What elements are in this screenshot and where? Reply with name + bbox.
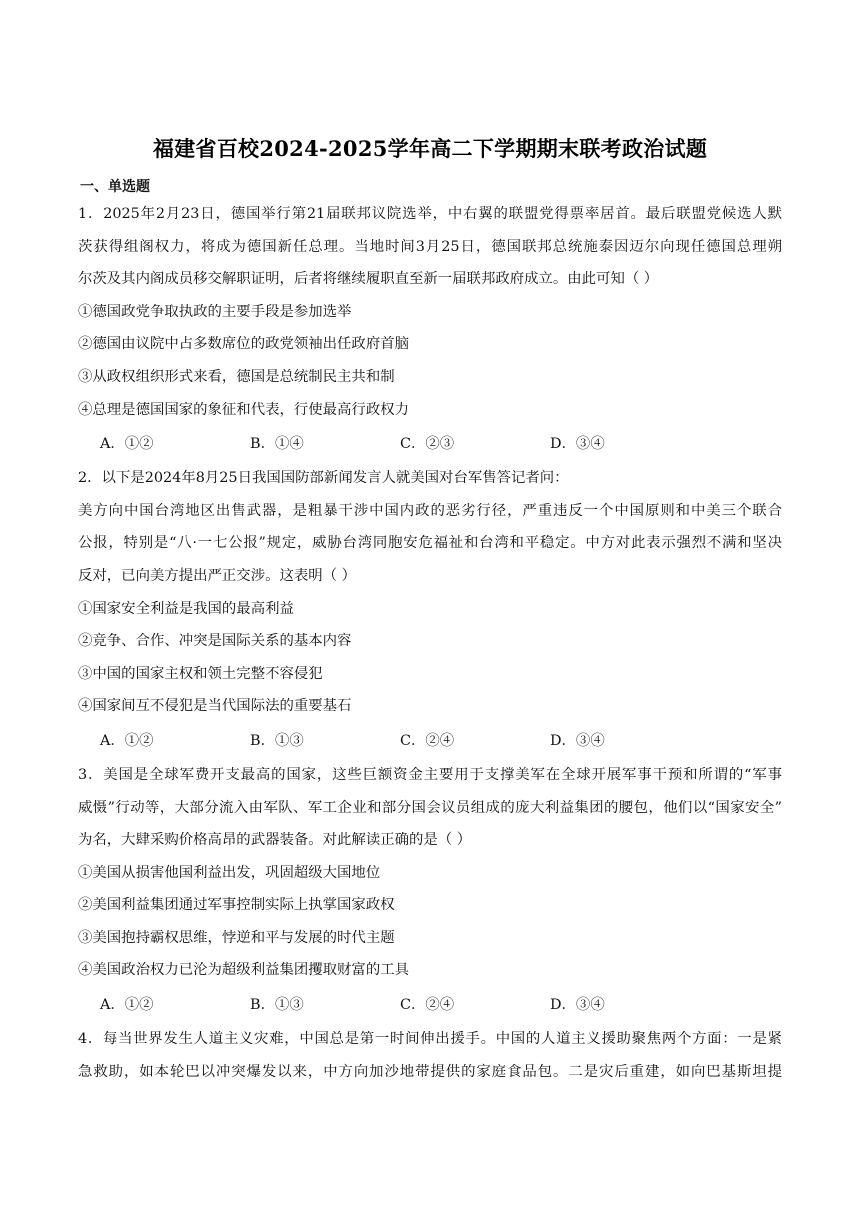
section-heading: 一、单选题 (80, 179, 150, 195)
option-a[interactable]: A．①② (100, 997, 154, 1014)
statement: ②竞争、合作、冲突是国际关系的基本内容 (78, 633, 352, 650)
statement: ④总理是德国国家的象征和代表，行使最高行政权力 (78, 401, 409, 418)
answer-options (78, 723, 782, 759)
statement: ②德国由议院中占多数席位的政党领袖出任政府首脑 (78, 336, 409, 353)
question-text-line: 2．以下是2024年8月25日我国国防部新闻发言人就美国对台军售答记者问： (78, 470, 569, 487)
option-b[interactable]: B．①③ (250, 732, 304, 749)
question-3 (78, 759, 782, 1023)
option-a[interactable]: A．①② (100, 436, 154, 453)
option-b[interactable]: B．①④ (250, 436, 304, 453)
answer-options (78, 987, 782, 1023)
statement: ③从政权组织形式来看，德国是总统制民主共和制 (78, 368, 395, 385)
question-list (78, 198, 782, 1088)
question-text-line: 3．美国是全球军费开支最高的国家，这些巨额资金主要用于支撑美军在全球开展军事干预和所谓的“军事 (78, 766, 782, 783)
question-4 (78, 1023, 782, 1088)
question-1 (78, 198, 782, 462)
statement: ③中国的国家主权和领土完整不容侵犯 (78, 665, 323, 682)
answer-options (78, 426, 782, 462)
statement: ③美国抱持霸权思维，悖逆和平与发展的时代主题 (78, 929, 395, 946)
statement: ①国家安全利益是我国的最高利益 (78, 600, 294, 617)
question-text-line: 威慑”行动等，大部分流入由军队、军工企业和部分国会议员组成的庞大利益集团的腰包，他们以“国家安全” (78, 799, 782, 816)
question-text-line: 茨获得组阁权力，将成为德国新任总理。当地时间3月25日，德国联邦总统施泰因迈尔向现任德国总理朔 (78, 238, 782, 255)
question-text-line: 反对，已向美方提出严正交涉。这表明（ ） (78, 567, 356, 584)
option-c[interactable]: C．②④ (400, 732, 455, 749)
statement: ①德国政党争取执政的主要手段是参加选举 (78, 303, 352, 320)
option-b[interactable]: B．①③ (250, 997, 304, 1014)
page-title: 福建省百校2024-2025学年高二下学期期末联考政治试题 (152, 136, 708, 161)
statement: ①美国从损害他国利益出发，巩固超级大国地位 (78, 864, 381, 881)
statement: ④国家间互不侵犯是当代国际法的重要基石 (78, 698, 352, 715)
question-text-line: 1．2025年2月23日，德国举行第21届联邦议院选举，中右翼的联盟党得票率居首。最后联盟党候选人默 (78, 206, 782, 222)
option-c[interactable]: C．②③ (400, 436, 455, 453)
option-c[interactable]: C．②④ (400, 997, 455, 1014)
option-d[interactable]: D．③④ (550, 732, 605, 749)
option-a[interactable]: A．①② (100, 732, 154, 749)
question-text-line: 尔茨及其内阁成员移交解职证明，后者将继续履职直至新一届联邦政府成立。由此可知（ ） (78, 271, 659, 288)
question-text-line: 4．每当世界发生人道主义灾难，中国总是第一时间伸出援手。中国的人道主义援助聚焦两个方面：一是紧 (78, 1031, 782, 1048)
question-text-line: 为名，大肆采购价格高昂的武器装备。对此解读正确的是（ ） (78, 832, 472, 849)
question-text-line: 美方向中国台湾地区出售武器，是粗暴干涉中国内政的恶劣行径，严重违反一个中国原则和中美三个联合 (78, 502, 782, 519)
statement: ④美国政治权力已沦为超级利益集团攫取财富的工具 (78, 962, 409, 979)
question-2 (78, 462, 782, 759)
question-text-line: 急救助，如本轮巴以冲突爆发以来，中方向加沙地带提供的家庭食品包。二是灾后重建，如向巴基斯坦提 (78, 1063, 782, 1080)
option-d[interactable]: D．③④ (550, 997, 605, 1014)
statement: ②美国利益集团通过军事控制实际上执掌国家政权 (78, 897, 395, 914)
question-text-line: 公报，特别是“八·一七公报”规定，威胁台湾同胞安危福祉和台湾和平稳定。中方对此表示强烈不满和坚决 (78, 535, 782, 552)
option-d[interactable]: D．③④ (550, 436, 605, 453)
